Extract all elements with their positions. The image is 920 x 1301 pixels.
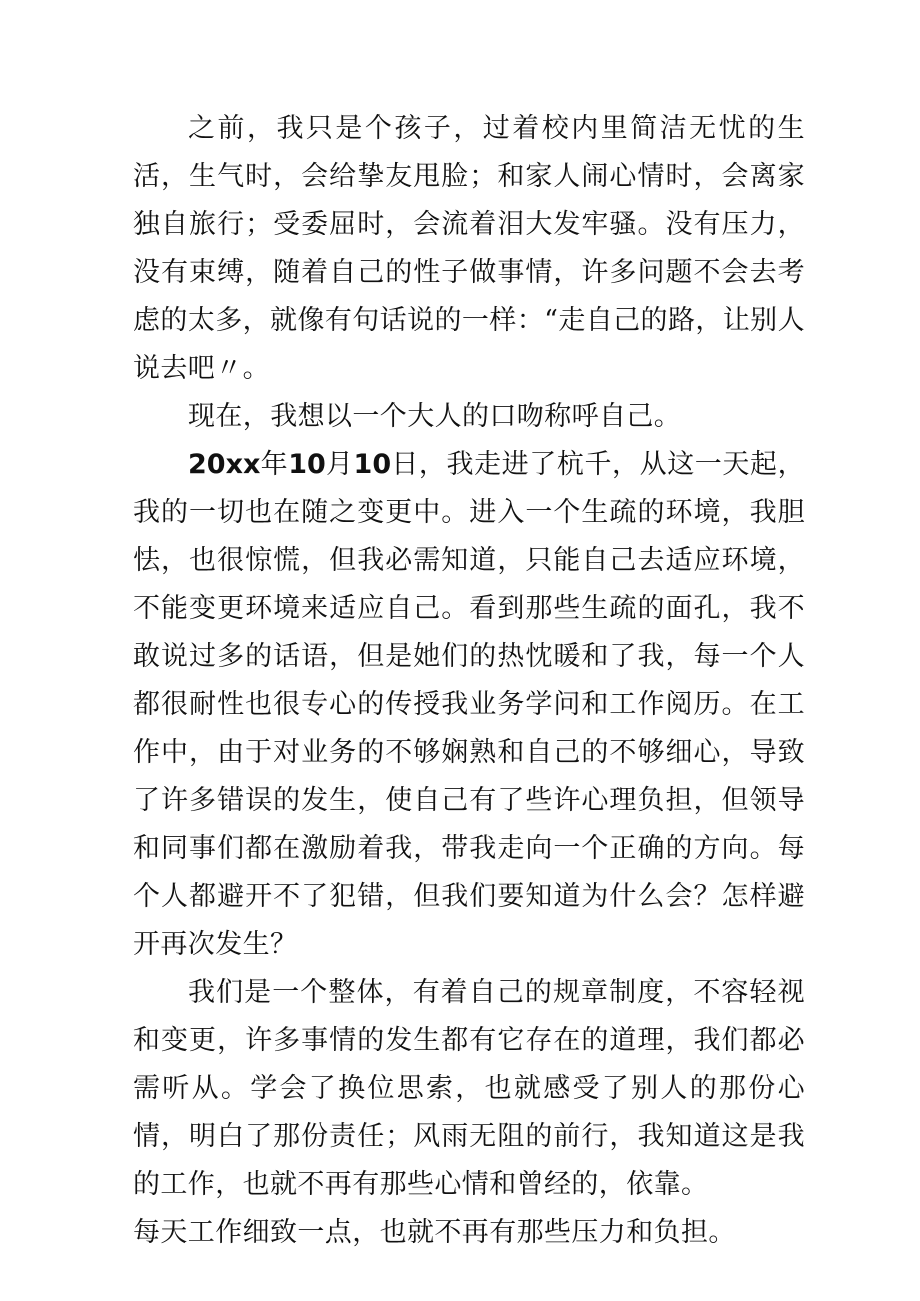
- date-year: 20xx: [188, 449, 261, 480]
- paragraph-teamwork: 我们是一个整体，有着自己的规章制度，不容轻视和变更，许多事情的发生都有它存在的道理，我们都必需听从。学会了换位思索，也就感受了别人的那份心情，明白了那份责任；风雨无阻的前行，我知道这是我的工作，也就不再有那些心情和曾经的，依靠。: [133, 977, 805, 1200]
- date-month-unit: 月: [325, 449, 354, 480]
- date-year-unit: 年: [260, 449, 289, 480]
- paragraph-closing: 每天工作细致一点，也就不再有那些压力和负担。: [133, 1217, 736, 1248]
- paragraph-childhood: 之前，我只是个孩子，过着校内里简洁无忧的生活，生气时，会给挚友甩脸；和家人闹心情时，会离家独自旅行；受委屈时，会流着泪大发牢骚。没有压力，没有束缚，随着自己的性子做事情，许多问题不会去考虑的太多，就像有句话说的一样：“走自己的路，让别人说去吧〃。: [133, 113, 805, 384]
- date-month: 10: [288, 449, 326, 480]
- date-day-unit: 日: [391, 449, 419, 480]
- paragraph-joining: [133, 441, 805, 969]
- document-body: [133, 105, 805, 1257]
- paragraph-joining-text: ，我走进了杭千，从这一天起，我的一切也在随之变更中。进入一个生疏的环境，我胆怯，也很惊慌，但我必需知道，只能自己去适应环境，不能变更环境来适应自己。看到那些生疏的面孔，我不敢说过多的话语，但是她们的热忱暖和了我，每一个人都很耐性也很专心的传授我业务学问和工作阅历。在工作中，由于对业务的不够娴熟和自己的不够细心，导致了许多错误的发生，使自己有了些许心理负担，但领导和同事们都在激励着我，带我走向一个正确的方向。每个人都避开不了犯错，但我们要知道为什么会？怎样避开再次发生？: [133, 449, 805, 960]
- paragraph-now: 现在，我想以一个大人的口吻称呼自己。: [188, 401, 682, 432]
- date-day: 10: [353, 449, 392, 480]
